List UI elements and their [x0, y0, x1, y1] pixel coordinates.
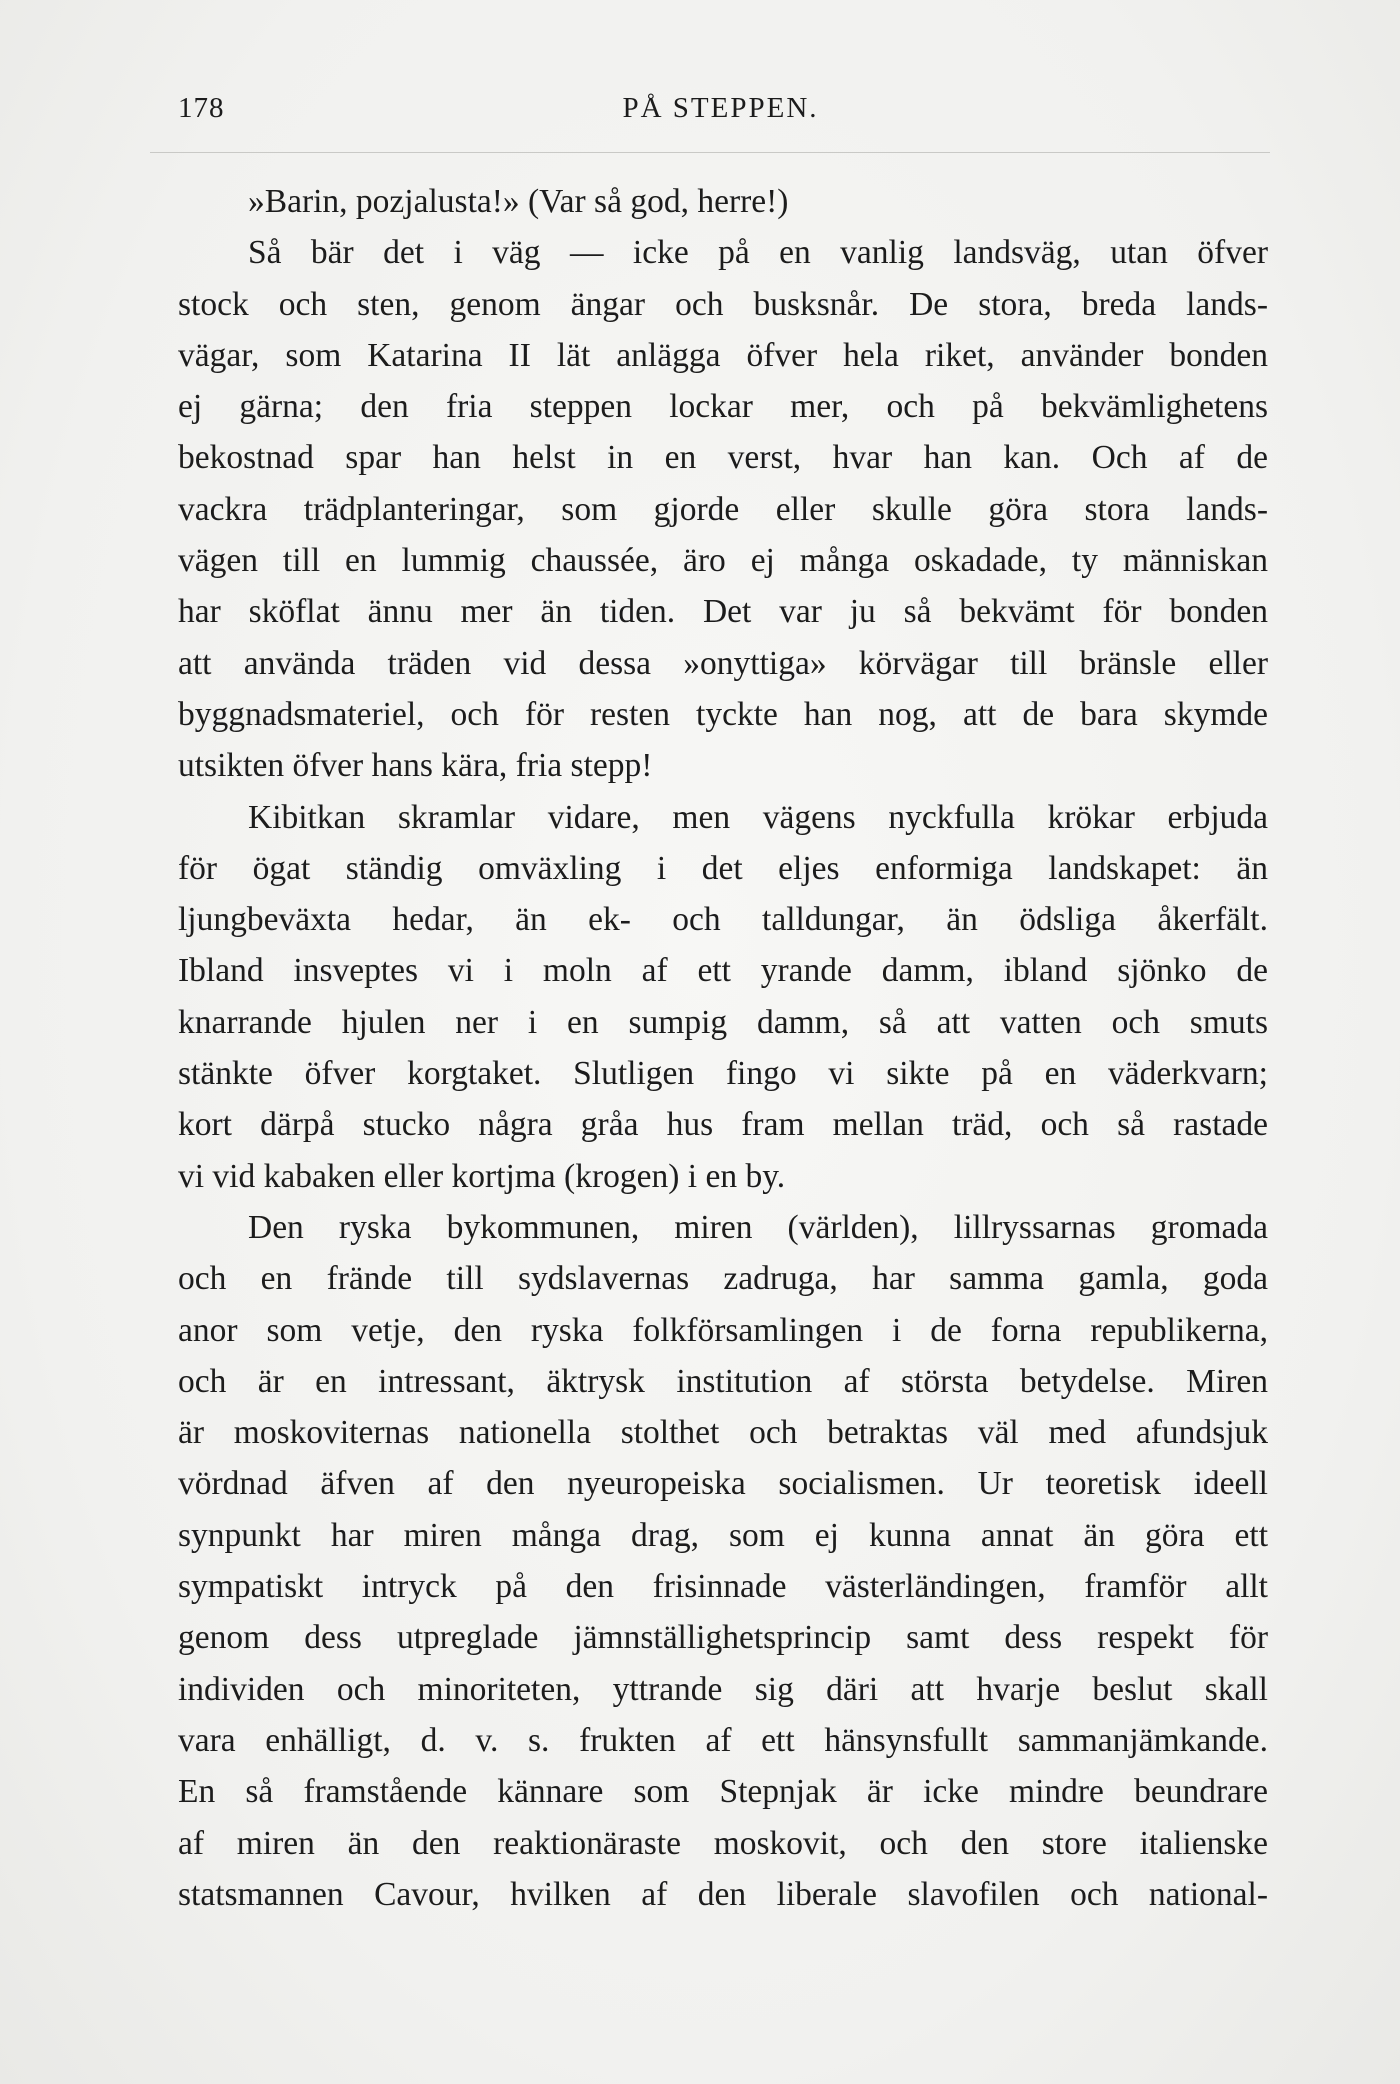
- text-line: vördnad äfven af den nyeuropeiska socialismen. Ur teoretisk ideell: [178, 1465, 1268, 1503]
- text-line: stänkte öfver korgtaket. Slutligen fingo vi sikte på en väderkvarn;: [178, 1055, 1268, 1093]
- text-line: vi vid kabaken eller kortjma (krogen) i en by.: [178, 1157, 786, 1195]
- text-line: utsikten öfver hans kära, fria stepp!: [178, 747, 653, 785]
- text-line: Ibland insveptes vi i moln af ett yrande damm, ibland sjönko de: [178, 952, 1268, 990]
- running-title: PÅ STEPPEN.: [622, 92, 819, 124]
- text-line: byggnadsmateriel, och för resten tyckte han nog, att de bara skymde: [178, 695, 1268, 733]
- text-line: vackra trädplanteringar, som gjorde eller skulle göra stora lands-: [178, 490, 1268, 528]
- body-text: [178, 176, 1268, 1920]
- text-line: anor som vetje, den ryska folkförsamlingen i de forna republikerna,: [178, 1311, 1268, 1349]
- page-number: 178: [178, 92, 225, 124]
- text-line: genom dess utpreglade jämnställighetsprincip samt dess respekt för: [178, 1619, 1268, 1657]
- text-line: sympatiskt intryck på den frisinnade västerländingen, framför allt: [178, 1568, 1268, 1606]
- text-line: stock och sten, genom ängar och busksnår. De stora, breda lands-: [178, 285, 1268, 323]
- text-line: och är en intressant, äktrysk institution af största betydelse. Miren: [178, 1362, 1268, 1400]
- page-header: [178, 92, 1263, 136]
- header-rule: [150, 152, 1270, 153]
- text-line: ljungbeväxta hedar, än ek- och talldungar, än ödsliga åkerfält.: [178, 901, 1268, 939]
- text-line: »Barin, pozjalusta!» (Var så god, herre!): [248, 183, 789, 220]
- text-line: är moskoviternas nationella stolthet och betraktas väl med afundsjuk: [178, 1414, 1268, 1452]
- text-line: ej gärna; den fria steppen lockar mer, och på bekvämlighetens: [178, 388, 1268, 426]
- text-line: vägen till en lummig chaussée, äro ej många oskadade, ty människan: [178, 542, 1268, 580]
- text-line: har sköflat ännu mer än tiden. Det var ju så bekvämt för bonden: [178, 593, 1268, 631]
- text-line: Den ryska bykommunen, miren (världen), lillryssarnas gromada: [248, 1208, 1268, 1246]
- text-line: knarrande hjulen ner i en sumpig damm, så att vatten och smuts: [178, 1003, 1268, 1041]
- text-line: vara enhälligt, d. v. s. frukten af ett hänsynsfullt sammanjämkande.: [178, 1721, 1268, 1759]
- text-line: Så bär det i väg — icke på en vanlig landsväg, utan öfver: [248, 234, 1268, 272]
- text-line: synpunkt har miren många drag, som ej kunna annat än göra ett: [178, 1516, 1268, 1554]
- text-line: vägar, som Katarina II lät anlägga öfver hela riket, använder bonden: [178, 336, 1268, 374]
- text-line: statsmannen Cavour, hvilken af den liberale slavofilen och national-: [178, 1875, 1268, 1913]
- text-line: bekostnad spar han helst in en verst, hvar han kan. Och af de: [178, 439, 1268, 477]
- text-line: för ögat ständig omväxling i det eljes enformiga landskapet: än: [178, 849, 1268, 887]
- text-line: En så framstående kännare som Stepnjak är icke mindre beundrare: [178, 1773, 1268, 1811]
- text-line: kort därpå stucko några gråa hus fram mellan träd, och så rastade: [178, 1106, 1268, 1144]
- text-line: individen och minoriteten, yttrande sig däri att hvarje beslut skall: [178, 1670, 1268, 1708]
- text-line: Kibitkan skramlar vidare, men vägens nyckfulla krökar erbjuda: [248, 798, 1268, 836]
- text-line: af miren än den reaktionäraste moskovit, och den store italienske: [178, 1824, 1268, 1862]
- text-line: att använda träden vid dessa »onyttiga» körvägar till bränsle eller: [178, 644, 1268, 682]
- text-line: och en frände till sydslavernas zadruga, har samma gamla, goda: [178, 1260, 1268, 1298]
